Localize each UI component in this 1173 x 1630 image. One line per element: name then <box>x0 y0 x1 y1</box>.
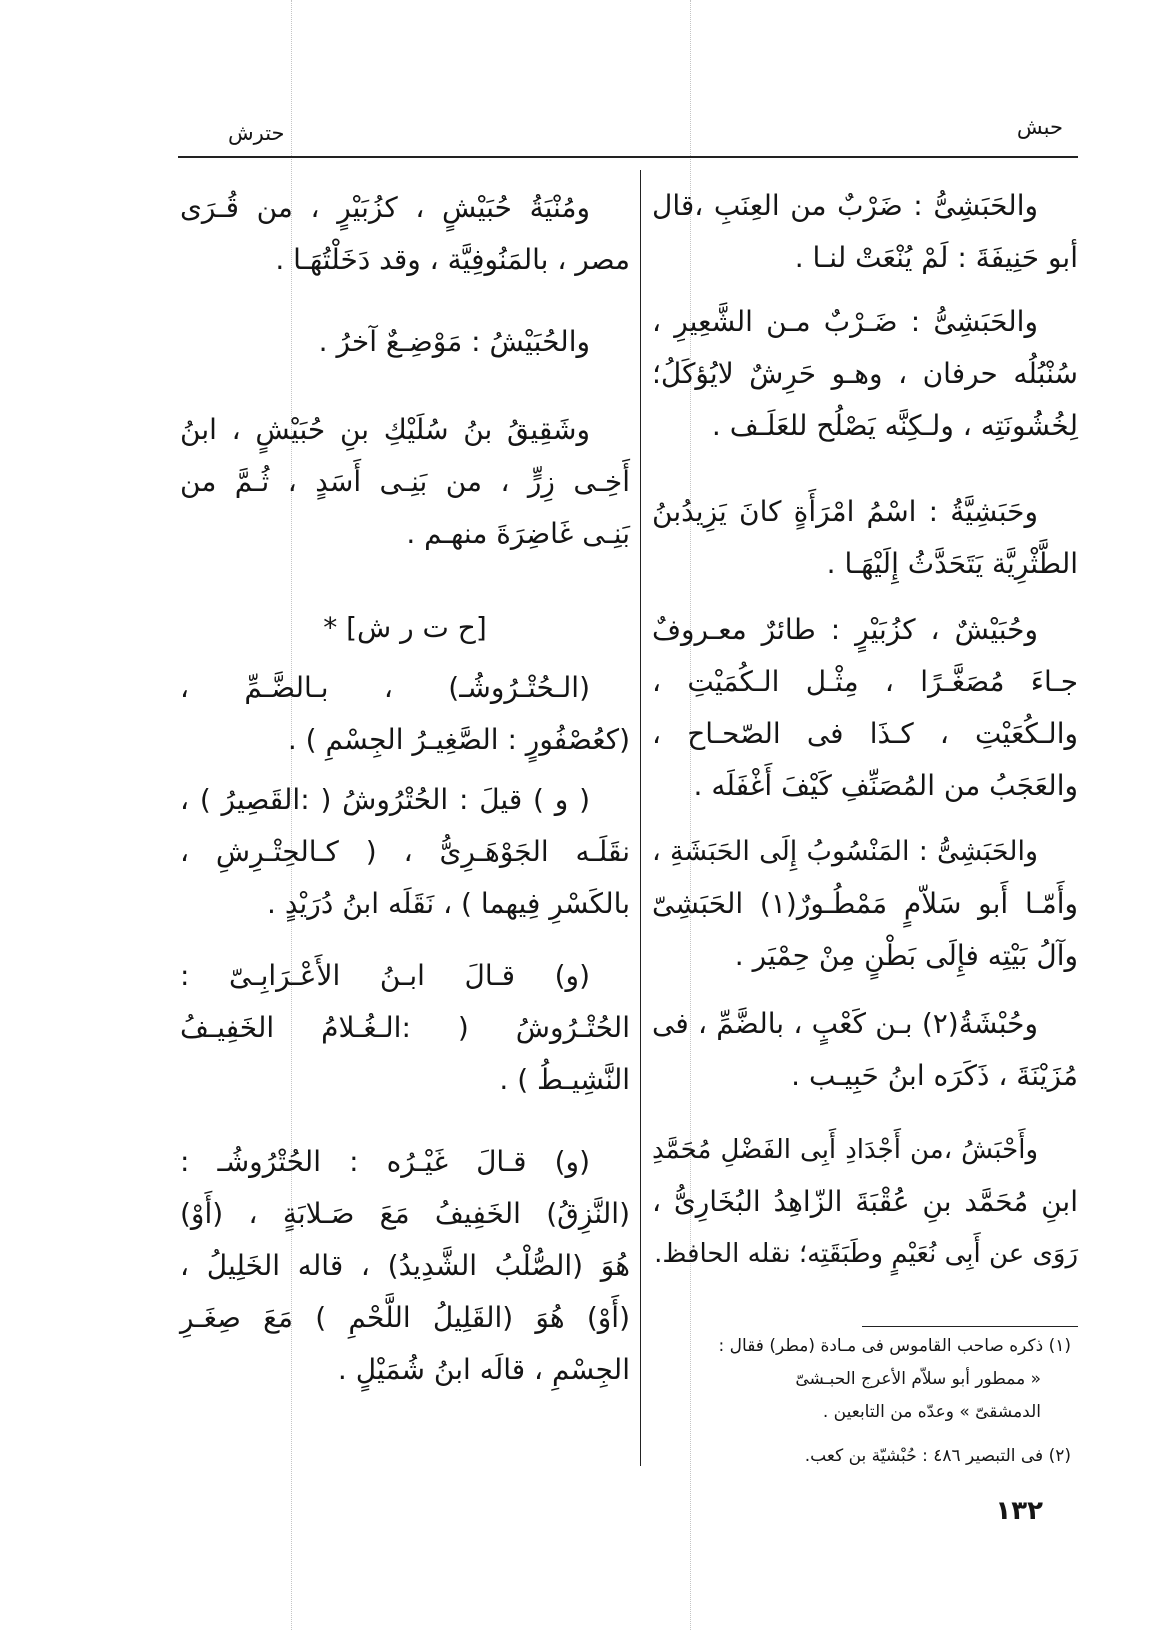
text-line: وآلُ بَيْتِه فإِلَى بَطْنٍ مِنْ حِمْيَر . <box>734 939 1078 972</box>
text-line: نقَلَـه الجَوْهَـرِىُّ ، ( كـالحِتْـرِشِ ، <box>180 835 630 868</box>
entry-paragraph <box>652 486 1078 590</box>
text-line: ومُنْيَةُ حُبَيْشٍ ، كزُبَيْرٍ ، من قُـرَى <box>180 191 590 224</box>
text-line: (أَوْ) هُوَ (القَلِيلُ اللَّحْمِ ) مَعَ صِغَـرِ <box>180 1301 630 1334</box>
entry-paragraph <box>180 662 630 766</box>
entry-paragraph <box>180 950 630 1106</box>
entry-paragraph <box>652 1124 1078 1280</box>
root-heading: [ح ت ر ش] * <box>323 611 487 644</box>
column-divider <box>640 170 641 1466</box>
text-line: أبو حَنِيفَةَ : لَمْ يُنْعَتْ لنـا . <box>794 241 1078 274</box>
text-line: الطَّثْرِيَّة يَتَحَدَّثُ إِلَيْهَـا . <box>826 547 1078 580</box>
text-line: والحَبَشِىُّ : المَنْسُوبُ إِلَى الحَبَشَةِ ، <box>652 836 1038 867</box>
text-line: (النَّزِقُ) الخَفِيفُ مَعَ صَـلابَةٍ ، (أَوْ) <box>180 1197 630 1230</box>
text-line: والحَبَشِىُّ : ضَـرْبٌ مـن الشَّعِيرِ ، <box>652 305 1038 338</box>
entry-paragraph <box>652 826 1078 982</box>
text-line: هُوَ (الصُّلْبُ الشَّدِيدُ) ، قاله الخَلِيلُ ، <box>180 1249 630 1282</box>
text-line: والعَجَبُ من المُصَنِّفِ كَيْفَ أَغْفَلَه . <box>693 769 1078 802</box>
text-line: الجِسْمِ ، قالَه ابنُ شُمَيْلٍ . <box>337 1353 630 1386</box>
text-line: (و) قـالَ ابـنُ الأَعْـرَابِـىّ : <box>180 959 590 992</box>
text-line: والحُبَيْشُ : مَوْضِـعٌ آخرُ . <box>318 325 590 358</box>
text-line: وحَبَشِيَّةُ : اسْمُ امْرَأَةٍ كانَ يَزِيدُبنُ <box>652 495 1038 528</box>
text-line: (كعُصْفُورٍ : الصَّغِيـرُ الجِسْمِ ) . <box>287 723 630 756</box>
entry-paragraph <box>180 1136 630 1396</box>
entry-paragraph <box>652 604 1078 812</box>
entry-paragraph <box>180 182 630 286</box>
text-line: (الـحُتْـرُوشُـ) ، بـالضَّـمِّ ، <box>180 671 590 704</box>
footnote-line: (٢) فى التبصير ٤٨٦ : حُبْشيّة بن كعب. <box>804 1446 1071 1466</box>
entry-paragraph <box>180 316 630 368</box>
text-line: لِخُشُونَتِه ، ولـكِنَّه يَصْلُح للعَلَـف . <box>711 409 1078 442</box>
running-header-right: حبش <box>1016 115 1063 139</box>
footnote-line: « ممطور أبو سلاّم الأعرج الحبـشىّ <box>795 1369 1041 1389</box>
footnote <box>652 1330 1075 1429</box>
footnote <box>652 1440 1075 1473</box>
text-line: وحُبَيْشٌ ، كزُبَيْرٍ : طائرٌ معـروفٌ <box>652 613 1038 646</box>
page-number: ١٣٢ <box>995 1496 1043 1526</box>
text-line: وأَمّـا أَبو سَلاّمٍ مَمْطُـورٌ(١) الحَبَشِىّ <box>652 887 1078 920</box>
text-line: والـكُعَيْتِ ، كـذَا فى الصّحـاح ، <box>652 717 1078 750</box>
footnote-line: الدمشقىّ » وعدّه من التابعين . <box>822 1402 1041 1422</box>
entry-paragraph <box>652 998 1078 1102</box>
text-line: وحُبْشَةُ(٢) بـن كَعْبٍ ، بالضَّمِّ ، فى <box>652 1007 1038 1040</box>
footnote-line: (١) ذكره صاحب القاموس فى مـادة (مطر) فقال : <box>718 1336 1071 1356</box>
text-line: أَخِـى زِرٍّ ، من بَنِـى أَسَدٍ ، ثُـمَّ من <box>180 465 630 498</box>
text-line: ابنِ مُحَمَّد بنِ عُقْبَةَ الزّاهِدُ البُخَارِىُّ ، <box>652 1185 1078 1218</box>
entry-paragraph <box>180 404 630 560</box>
running-header-left: حترش <box>228 121 285 145</box>
text-line: مُزَيْنَةَ ، ذَكَرَه ابنُ حَبِيـب . <box>791 1059 1078 1092</box>
text-line: (و) قـالَ غَيْـرُه : الحُتْرُوشُـ : <box>180 1145 590 1178</box>
left-column <box>180 0 630 1630</box>
text-line: مصر ، بالمَنُوفِيَّة ، وقد دَخَلْتُهَـا . <box>275 243 630 276</box>
text-line: الحُتْـرُوشُ ( :الـغُـلامُ الخَفِيـفُ <box>180 1011 630 1044</box>
text-line: بالكَسْرِ فِيهما ) ، نَقَلَه ابنُ دُرَيْدٍ . <box>267 887 630 920</box>
text-line: سُنْبُلُه حرفان ، وهـو حَرِشٌ لايُؤكَلُ؛ <box>652 357 1078 390</box>
text-line: والحَبَشِىُّ : ضَرْبٌ من العِنَبِ ،قال <box>652 189 1038 222</box>
text-line: بَنِـى غَاضِرَةَ منهـم . <box>406 517 630 550</box>
text-line: وأَحْبَشُ ،من أَجْدَادِ أَبِى الفَضْلِ مُحَمَّدِ <box>652 1135 1038 1165</box>
entry-paragraph <box>180 774 630 930</box>
entry-paragraph <box>652 180 1078 284</box>
text-line: جـاءَ مُصَغَّـرًا ، مِثْـل الـكُمَيْتِ ، <box>652 665 1078 698</box>
entry-paragraph <box>652 296 1078 452</box>
text-line: النَّشِيـطُ ) . <box>499 1063 630 1096</box>
text-line: رَوَى عن أَبِى نُعَيْمٍ وطَبَقَتِه؛ نقله الحافظ. <box>654 1239 1078 1269</box>
footnote-rule <box>862 1326 1078 1327</box>
text-line: ( و ) قيلَ : الحُتْرُوشُ ( :القَصِيرُ ) ، <box>180 783 590 816</box>
text-line: وشَقِيقُ بنُ سُلَيْكِ بنِ حُبَيْشٍ ، ابنُ <box>180 413 590 446</box>
